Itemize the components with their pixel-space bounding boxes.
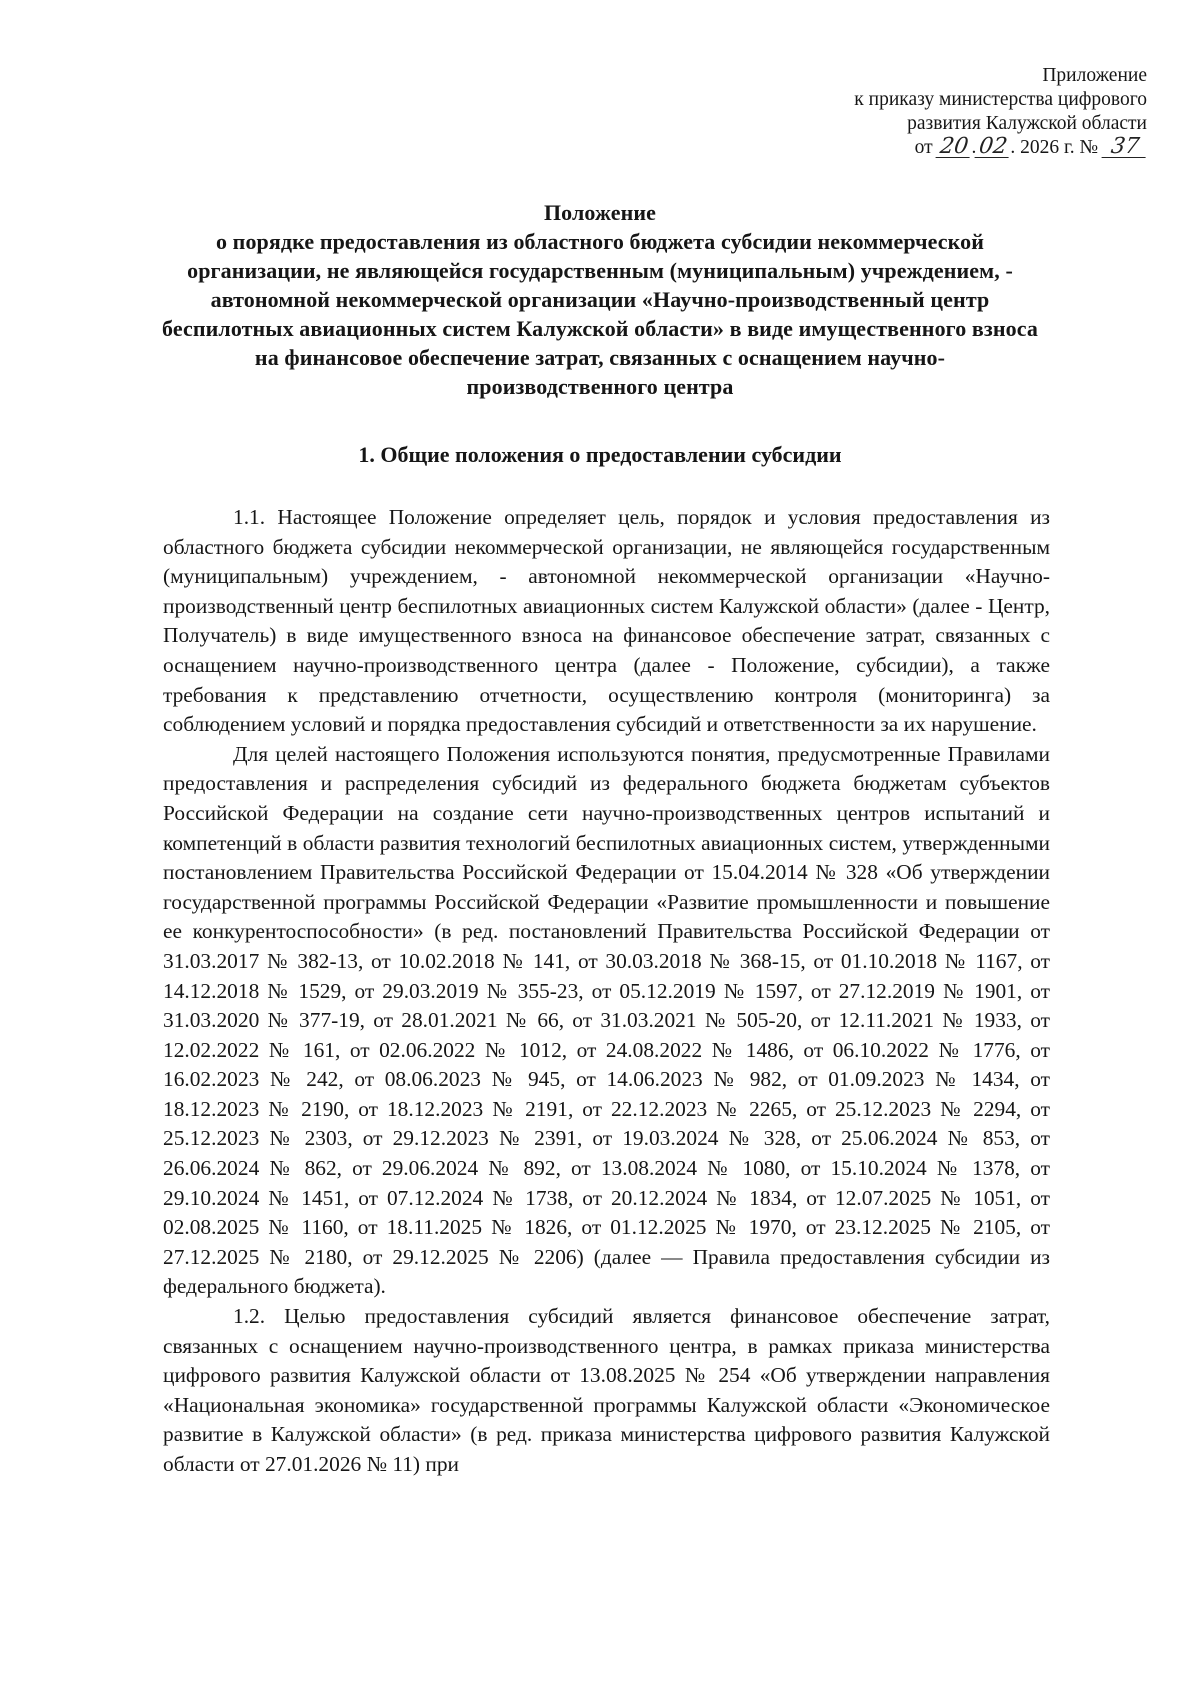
document-body — [163, 503, 1050, 1480]
paragraph-1-2: 1.2. Целью предоставления субсидий является финансовое обеспечение затрат, связанных с оснащением научно-производственного центра, в рамках приказа министерства цифрового развития Калужской области от 13.08.2025 № 254 «Об утверждении направления «Национальная экономика» государственной программы Калужской области «Экономическое развитие в Калужской области» (в ред. приказа министерства цифрового развития Калужской области от 27.01.2026 № 11) при — [163, 1304, 1050, 1476]
annex-title: Приложение — [1042, 65, 1147, 86]
section-heading: 1. Общие положения о предоставлении субсидии — [358, 442, 842, 467]
annex-year-text: . 2026 г. № — [1010, 137, 1099, 158]
title-subtitle: о порядке предоставления из областного бюджета субсидии некоммерческой организации, не являющейся государственным (муниципальным) учреждением, - автономной некоммерческой организации «Научно-производственный центр беспилотных авиационных систем Калужской области» в виде имущественного взноса на финансовое обеспечение затрат, связанных с оснащением научно-производственного центра — [162, 229, 1038, 399]
annex-ministry: развития Калужской области — [907, 113, 1147, 134]
handwritten-order-number: 37 — [1102, 137, 1149, 158]
document-title — [160, 198, 1040, 401]
annex-date-line: от 20.02. 2026 г. № 37 — [854, 136, 1147, 160]
handwritten-month: 02 — [975, 137, 1012, 158]
paragraph-definitions: Для целей настоящего Положения используются понятия, предусмотренные Правилами предоставления и распределения субсидий из федерального бюджета бюджетам субъектов Российской Федерации на создание сети научно-производственных центров испытаний и компетенций в области развития технологий беспилотных авиационных систем, утвержденными постановлением Правительства Российской Федерации от 15.04.2014 № 328 «Об утверждении государственной программы Российской Федерации «Развитие промышленности и повышение ее конкурентоспособности» (в ред. постановлений Правительства Российской Федерации от 31.03.2017 № 382-13, от 10.02.2018 № 141, от 30.03.2018 № 368-15, от 01.10.2018 № 1167, от 14.12.2018 № 1529, от 29.03.2019 № 355-23, от 05.12.2019 № 1597, от 27.12.2019 № 1901, от 31.03.2020 № 377-19, от 28.01.2021 № 66, от 31.03.2021 № 505-20, от 12.11.2021 № 1933, от 12.02.2022 № 161, от 02.06.2022 № 1012, от 24.08.2022 № 1486, от 06.10.2022 № 1776, от 16.02.2023 № 242, от 08.06.2023 № 945, от 14.06.2023 № 982, от 01.09.2023 № 1434, от 18.12.2023 № 2190, от 18.12.2023 № 2191, от 22.12.2023 № 2265, от 25.12.2023 № 2294, от 25.12.2023 № 2303, от 29.12.2023 № 2391, от 19.03.2024 № 328, от 25.06.2024 № 853, от 26.06.2024 № 862, от 29.06.2024 № 892, от 13.08.2024 № 1080, от 15.10.2024 № 1378, от 29.10.2024 № 1451, от 07.12.2024 № 1738, от 20.12.2024 № 1834, от 12.07.2025 № 1051, от 02.08.2025 № 1160, от 18.11.2025 № 1826, от 01.12.2025 № 1970, от 23.12.2025 № 2105, от 27.12.2025 № 2180, от 29.12.2025 № 2206) (далее — Правила предоставления субсидии из федерального бюджета). — [163, 741, 1050, 1299]
paragraph-1-1: 1.1. Настоящее Положение определяет цель, порядок и условия предоставления из областного бюджета субсидии некоммерческой организации, не являющейся государственным (муниципальным) учреждением, - автономной некоммерческой организации «Научно-производственный центр беспилотных авиационных систем Калужской области» (далее - Центр, Получатель) в виде имущественного взноса на финансовое обеспечение затрат, связанных с оснащением научно-производственного центра (далее - Положение, субсидии), а также требования к представлению отчетности, осуществлению контроля (мониторинга) за соблюдением условий и порядка предоставления субсидий и ответственности за их нарушение. — [163, 505, 1050, 737]
annex-date-prefix: от — [914, 137, 933, 158]
annex-block — [854, 64, 1147, 160]
handwritten-day: 20 — [936, 137, 973, 158]
annex-order-ref: к приказу министерства цифрового — [854, 89, 1147, 110]
title-heading: Положение — [543, 200, 657, 225]
